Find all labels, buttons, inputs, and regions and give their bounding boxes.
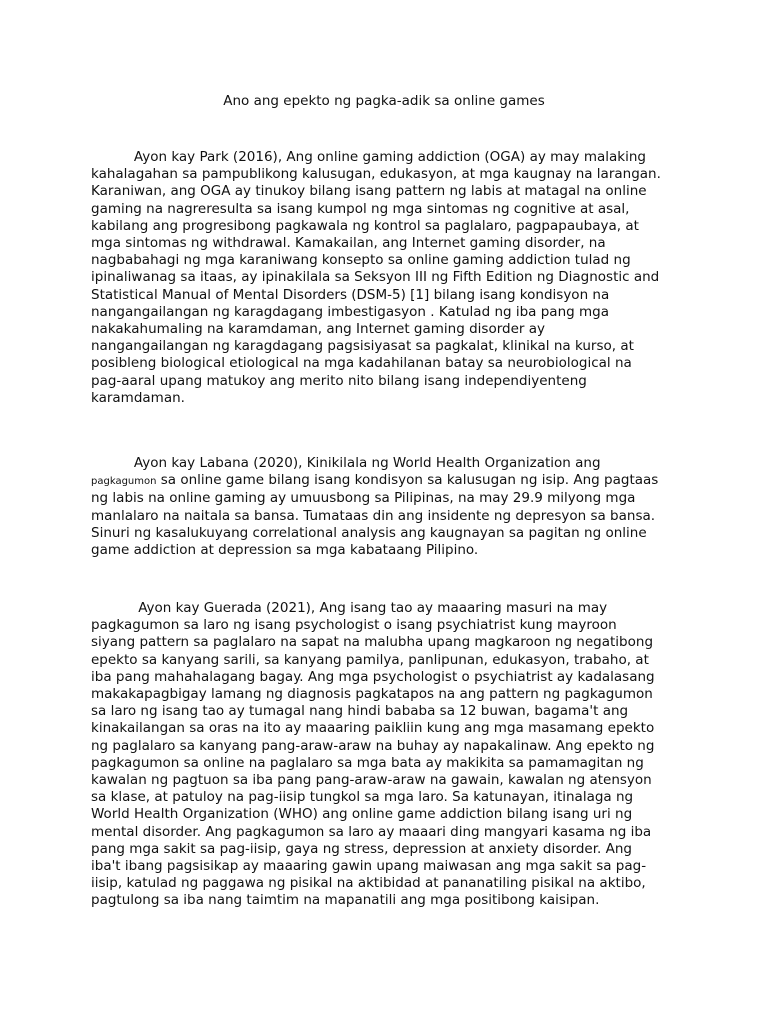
paragraph-line: pagtulong sa iba nang taimtim na mapanatili ang mga positibong kaisipan. [91,892,600,909]
paragraph-line: mental disorder. Ang pagkagumon sa laro ay maaari ding mangyari kasama ng iba [91,823,652,840]
paragraph-line: pang mga sakit sa pag-iisip, gaya ng stress, depression at anxiety disorder. Ang [91,840,632,857]
paragraph-line: nagbabahagi ng mga karaniwang konsepto sa online gaming addiction tulad ng [91,252,631,269]
paragraph-line: sa klase, at patuloy na pag-iisip tungkol sa mga laro. Sa katunayan, itinalaga ng [91,789,634,806]
paragraph-line-mixed [91,472,691,490]
paragraph-line: ipinaliwanag sa itaas, ay ipinakilala sa Seksyon III ng Fifth Edition ng Diagnostic and [91,269,660,286]
paragraph-line: Sinuri ng kasalukuyang correlational analysis ang kaugnayan sa pagitan ng online [91,524,647,541]
paragraph-line: manlalaro na naitala sa bansa. Tumataas din ang insidente ng depresyon sa bansa. [91,507,656,524]
paragraph-line: World Health Organization (WHO) ang online game addiction bilang isang uri ng [91,806,633,823]
paragraph-line: pagkagumon sa laro ng isang psychologist o isang psychiatrist kung mayroon [91,617,617,634]
paragraph-line: iba pang mahahalagang bagay. Ang mga psychologist o psychiatrist ay kadalasang [91,668,655,685]
paragraph-line: kabilang ang progresibong pagkawala ng kontrol sa paglalaro, pagpapaubaya, at [91,217,639,234]
paragraph-line: game addiction at depression sa mga kabataang Pilipino. [91,542,479,559]
paragraph-line: Ayon kay Guerada (2021), Ang isang tao ay maaaring masuri na may [91,600,608,616]
paragraph-line: ng labis na online gaming ay umuusbong sa Pilipinas, na may 29.9 milyong mga [91,490,636,507]
paragraph-park-2016 [91,149,691,407]
paragraph-line: nangangailangan ng karagdagang pagsisiyasat sa pagkalat, klinikal na kurso, at [91,338,634,355]
paragraph-guerada-2021 [91,600,691,910]
paragraph-line: ng paglalaro sa kanyang pang-araw-araw na buhay ay napakalinaw. Ang epekto ng [91,737,655,754]
paragraph-line: siyang pattern sa paglalaro na sapat na malubha upang magkaroon ng negatibong [91,634,654,651]
paragraph-labana-2020 [91,455,691,559]
paragraph-line: mga sintomas ng withdrawal. Kamakailan, ang Internet gaming disorder, na [91,235,606,252]
document-title: Ano ang epekto ng pagka-adik sa online games [223,93,545,109]
paragraph-line: pag-aaral upang matukoy ang merito nito bilang isang independiyenteng [91,372,587,389]
paragraph-line: karamdaman. [91,389,185,406]
paragraph-line: nangangailangan ng karagdagang imbestigasyon . Katulad ng iba pang mga [91,303,609,320]
paragraph-line: Ayon kay Park (2016), Ang online gaming addiction (OGA) ay may malaking [91,149,646,165]
paragraph-line: Statistical Manual of Mental Disorders (DSM-5) [1] bilang isang kondisyon na [91,286,610,303]
paragraph-line: posibleng biological etiological na mga kadahilanan batay sa neurobiological na [91,355,632,372]
paragraph-line: nakakahumaling na karamdaman, ang Internet gaming disorder ay [91,321,545,338]
paragraph-line-rest: sa online game bilang isang kondisyon sa kalusugan ng isip. Ang pagtaas [156,472,659,489]
paragraph-line: pagkagumon sa online na paglalaro sa mga bata ay makikita sa pamamagitan ng [91,754,644,771]
paragraph-line: Ayon kay Labana (2020), Kinikilala ng World Health Organization ang [91,455,601,471]
paragraph-line: Karaniwan, ang OGA ay tinukoy bilang isang pattern ng labis at matagal na online [91,183,647,200]
paragraph-line: makakapagbigay lamang ng diagnosis pagkatapos na ang pattern ng pagkagumon [91,686,653,703]
paragraph-line: epekto sa kanyang sarili, sa kanyang pamilya, panlipunan, edukasyon, trabaho, at [91,651,649,668]
paragraph-line: gaming na nagreresulta sa isang kumpol ng mga sintomas ng cognitive at asal, [91,200,630,217]
paragraph-line: iisip, katulad ng paggawa ng pisikal na aktibidad at pananatiling pisikal na aktibo, [91,875,646,892]
paragraph-line: iba't ibang pagsisikap ay maaaring gawin upang maiwasan ang mga sakit sa pag- [91,858,647,875]
paragraph-line: kawalan ng pagtuon sa iba pang pang-araw-araw na gawain, kawalan ng atensyon [91,772,652,789]
paragraph-line: sa laro ng isang tao ay tumagal nang hindi bababa sa 12 buwan, bagama't ang [91,703,629,720]
small-word: pagkagumon [91,476,157,488]
paragraph-line: kahalagahan sa pampublikong kalusugan, edukasyon, at mga kaugnay na larangan. [91,166,661,183]
paragraph-line: kinakailangan sa oras na ito ay maaaring paikliin kung ang mga masamang epekto [91,720,655,737]
